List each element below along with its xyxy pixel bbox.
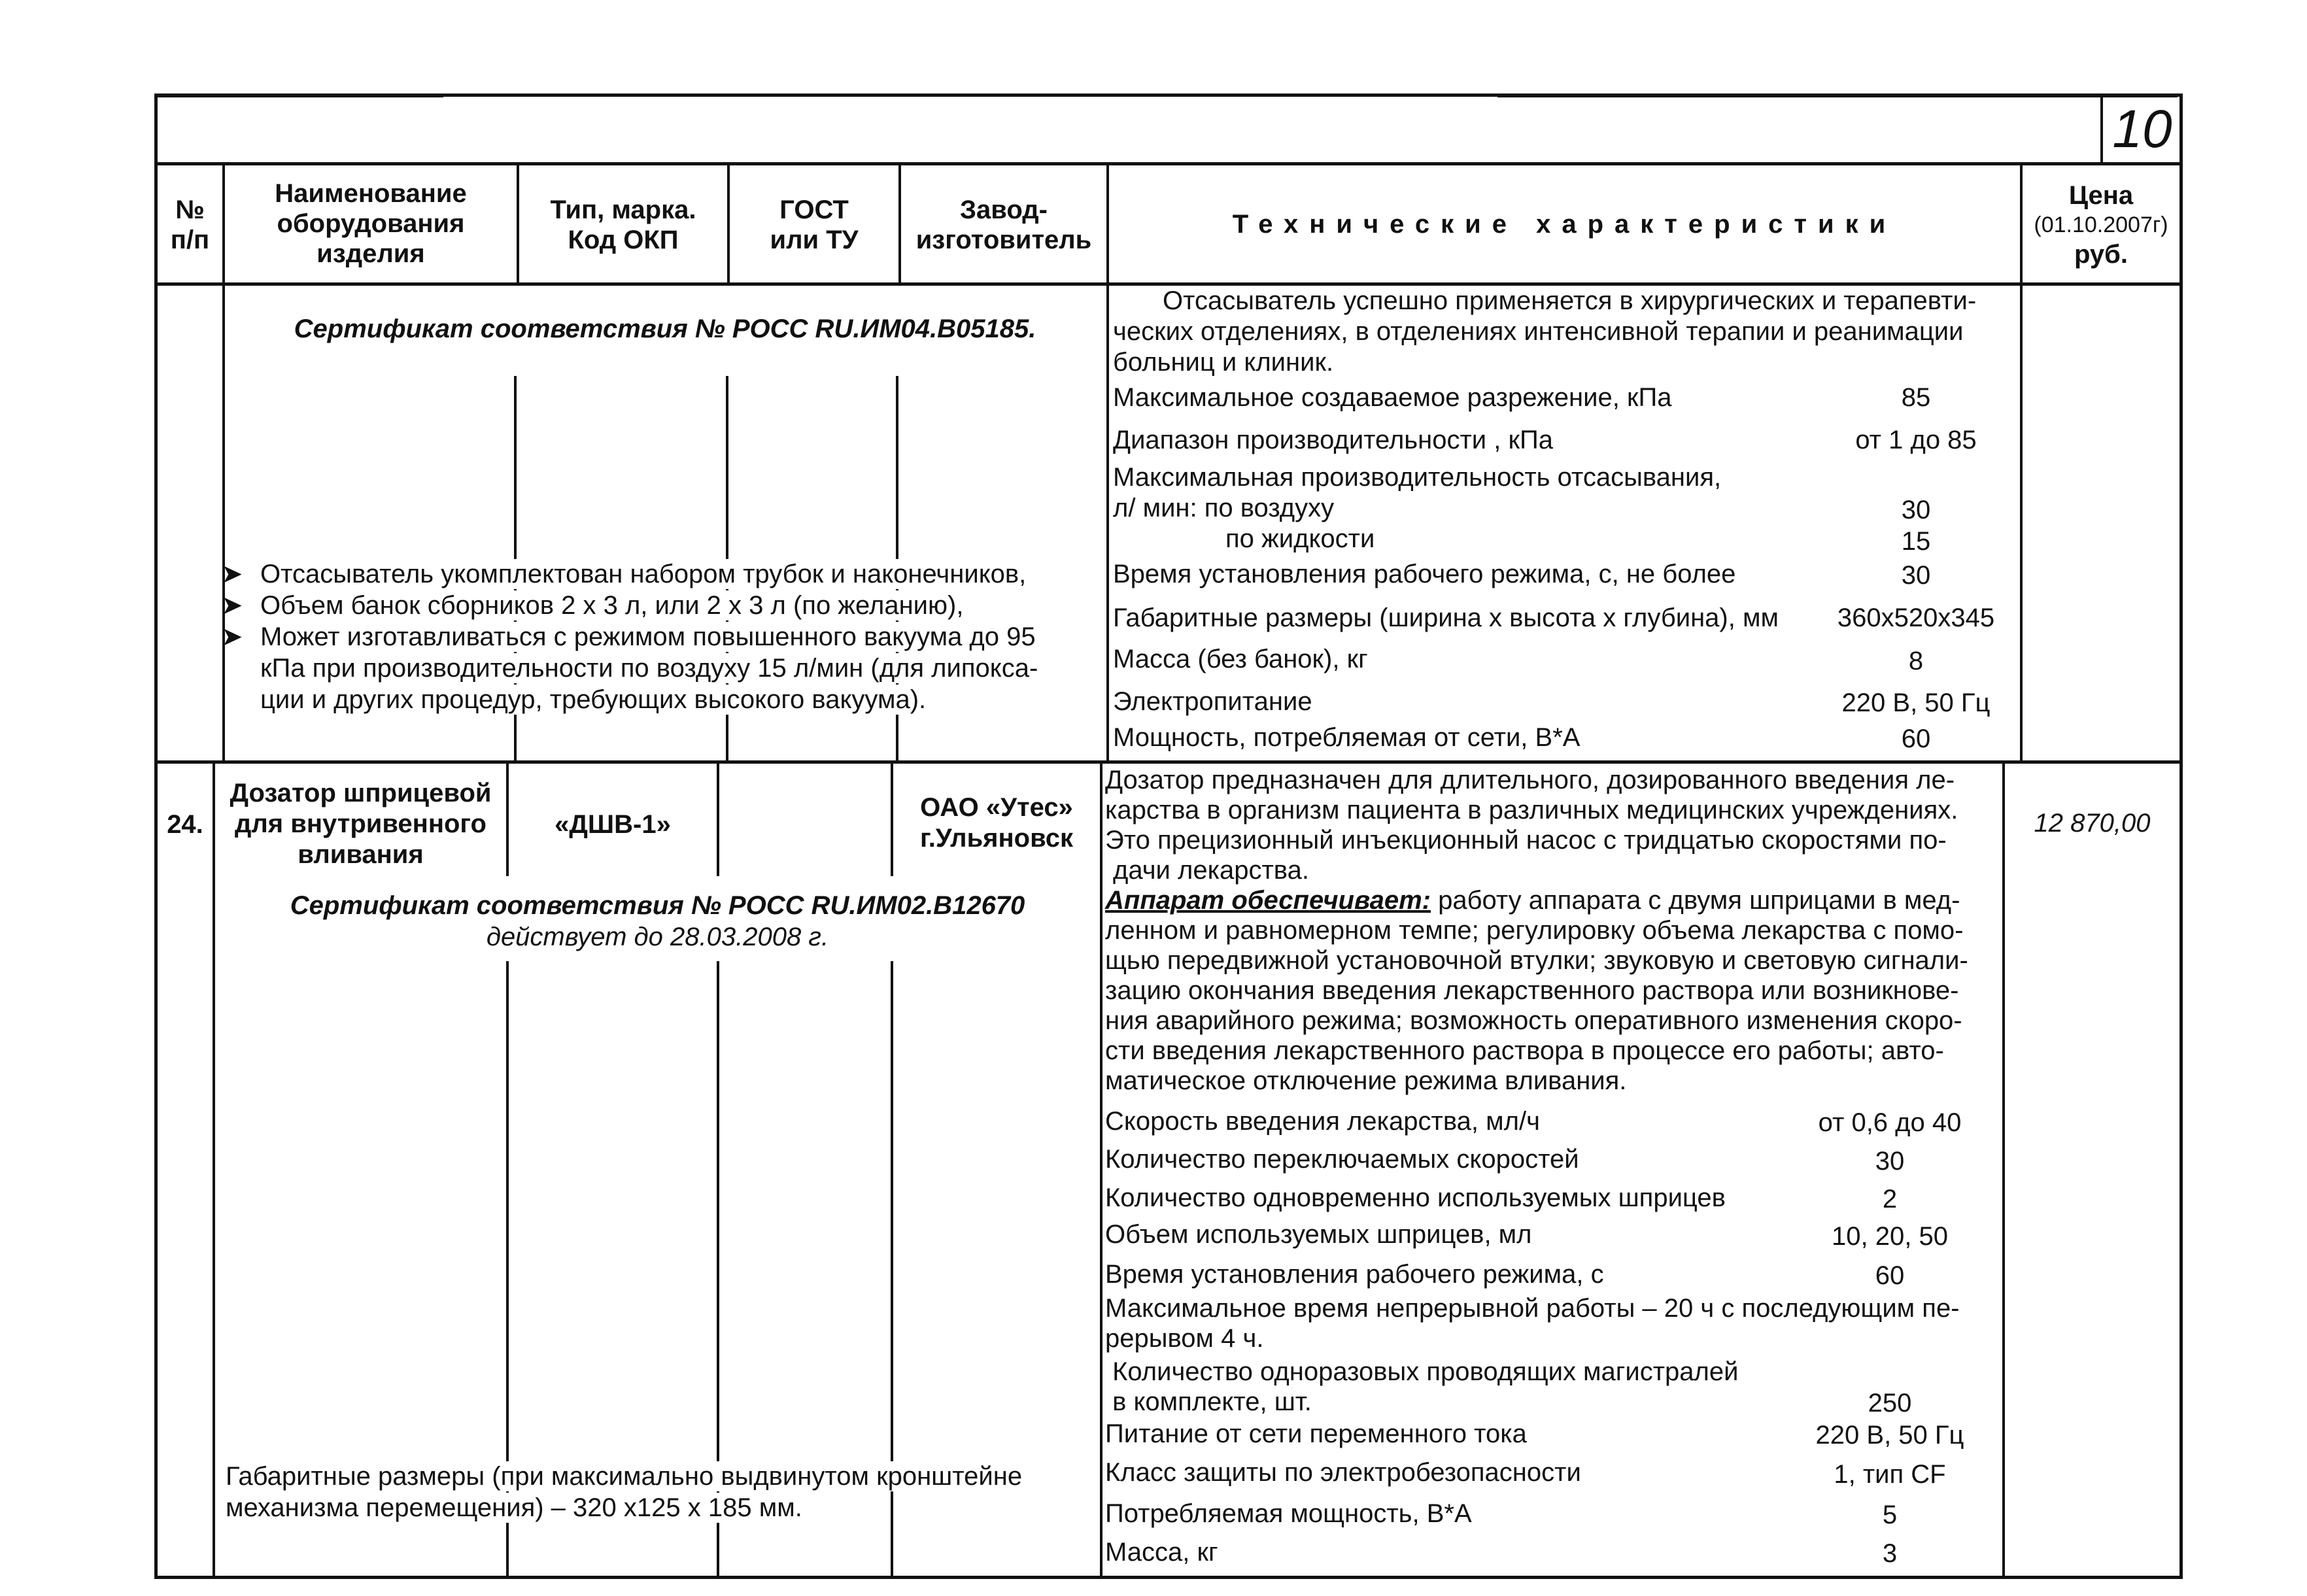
row2-provides-3: зацию окончания введения лекарственного раствора или возникнове-: [1105, 976, 1959, 1005]
row1-spec-label-5: Время установления рабочего режима, с, не более: [1113, 560, 1736, 588]
row2-provides-first: работу аппарата с двумя шприцами в мед-: [1431, 886, 1960, 915]
row2-spec2-value-5: 3: [1882, 1539, 1898, 1568]
row2-spec2-label-4: Потребляемая мощность, В*А: [1105, 1499, 1472, 1528]
row1-spec-label-8: Электропитание: [1113, 687, 1312, 716]
frame-bottom: [154, 1576, 2183, 1579]
header-top-line: [156, 162, 2183, 165]
row2-provides-2: щью передвижной установочной втулки; звуковую и световую сигнали-: [1105, 946, 1968, 975]
row2-spec-value-4: 60: [1875, 1261, 1905, 1290]
row1-bullet-1: Отсасыватель укомплектован набором трубок и наконечников,: [260, 559, 1030, 589]
row2-spec-label-0: Скорость введения лекарства, мл/ч: [1105, 1107, 1540, 1136]
row2-spec-value-1: 30: [1875, 1147, 1905, 1176]
row2-certificate-1: Сертификат соответствия № РОСС RU.ИМ02.В12670: [290, 891, 1025, 920]
row2-spec2-value-1: 250: [1868, 1389, 1912, 1418]
header-price: Цена (01.10.2007г) руб.: [2034, 181, 2168, 269]
row2-name: Дозатор шприцевой для внутривенного вливания: [230, 779, 492, 869]
row1-spec-label-6: Габаритные размеры (ширина х высота х глубина), мм: [1113, 603, 1779, 632]
row2-dimensions-1: Габаритные размеры (при максимально выдвинутом кронштейне: [226, 1461, 1026, 1491]
bullet-arrow-1: ➤: [221, 560, 243, 588]
row1-spec-value-0: 85: [1901, 383, 1931, 412]
row1-spec-value-9: 60: [1901, 724, 1931, 753]
row2-num: 24.: [167, 810, 203, 839]
row1-spec-label-9: Мощность, потребляемая от сети, В*А: [1113, 723, 1581, 752]
row2-type: «ДШВ-1»: [555, 810, 671, 839]
row1-intro: Отсасыватель успешно применяется в хирургических и терапевти- ческих отделениях, в отделениях интенсивной терапии и реанимации больниц и клиник.: [1113, 286, 1977, 377]
row1-spec-value-7: 8: [1908, 647, 1924, 675]
header-maker: Завод- изготовитель: [915, 195, 1092, 254]
row2-certificate-2: действует до 28.03.2008 г.: [486, 923, 829, 951]
row2-intro-2: Это прецизионный инъекционный насос с тридцатью скоростями по-: [1105, 826, 1947, 855]
row2-sep-num: [213, 764, 215, 1578]
row2-spec-value-0: от 0,6 до 40: [1818, 1108, 1962, 1137]
page-number: 10: [2112, 99, 2172, 159]
row1-spec-value-8: 220 В, 50 Гц: [1841, 688, 1991, 717]
row2-max-time-2: рерывом 4 ч.: [1105, 1324, 1264, 1353]
row2-provides-label: Аппарат обеспечивает:: [1105, 886, 1431, 915]
row2-spec2-label-5: Масса, кг: [1105, 1538, 1218, 1567]
row1-spec-label-0: Максимальное создаваемое разрежение, кПа: [1113, 383, 1672, 412]
row2-provides-1: ленном и равномерном темпе; регулировку объема лекарства с помо-: [1105, 916, 1964, 945]
row2-intro-1: карства в организм пациента в различных медицинских учреждениях.: [1105, 796, 1958, 824]
row2-spec2-value-2: 220 В, 50 Гц: [1815, 1421, 1964, 1450]
frame-right: [2179, 93, 2183, 1579]
row1-spec-value-6: 360х520х345: [1837, 603, 1995, 632]
row2-spec-label-2: Количество одновременно используемых шприцев: [1105, 1183, 1726, 1212]
row2-max-time-1: Максимальное время непрерывной работы – 20 ч с последующим пе-: [1105, 1294, 1960, 1323]
row1-sep-num: [222, 286, 225, 762]
page-number-box-left: [2100, 93, 2103, 164]
row2-spec-label-1: Количество переключаемых скоростей: [1105, 1145, 1579, 1174]
row1-sep-specs: [1106, 286, 1109, 762]
frame-top: [156, 93, 2183, 97]
row2-spec2-value-3: 1, тип CF: [1834, 1460, 1946, 1489]
row1-spec-label-1: Диапазон производительности , кПа: [1113, 426, 1553, 454]
row1-bullet-3-cont-2: ции и других процедур, требующих высокого вакуума).: [260, 685, 930, 715]
header-name: Наименование оборудования изделия: [275, 179, 467, 268]
row1-spec-value-5: 30: [1901, 561, 1931, 590]
row1-bullet-3: Может изготавливаться с режимом повышенного вакуума до 95: [260, 622, 1040, 652]
row2-partial-2a: [717, 764, 719, 876]
header-gost: ГОСТ или ТУ: [770, 195, 859, 254]
row2-maker: ОАО «Утес» г.Ульяновск: [920, 793, 1073, 853]
header-type: Тип, марка. Код ОКП: [550, 195, 696, 254]
row2-sep-specs: [1100, 764, 1102, 1578]
row2-provides-5: сти введения лекарственного раствора в процессе его работы; авто-: [1105, 1036, 1944, 1065]
row1-bullet-3-cont-1: кПа при производительности по воздуху 15 л/мин (для липокса-: [260, 653, 1042, 683]
row1-spec-label-4: по жидкости: [1225, 524, 1375, 553]
row1-bullet-2: Объем банок сборников 2 х 3 л, или 2 х 3 л (по желанию),: [260, 590, 967, 620]
row2-sep-price: [2002, 764, 2005, 1578]
row2-spec-label-3: Объем используемых шприцев, мл: [1105, 1220, 1532, 1249]
row2-provides-line: [1105, 885, 1960, 915]
bullet-arrow-2: ➤: [221, 591, 243, 620]
row2-intro-0: Дозатор предназначен для длительного, дозированного введения ле-: [1105, 766, 1955, 794]
bullet-arrow-3: ➤: [221, 622, 243, 651]
row1-spec-label-7: Масса (без банок), кг: [1113, 645, 1368, 673]
row1-spec-value-1: от 1 до 85: [1855, 426, 1977, 454]
row-separator: [156, 760, 2183, 764]
row2-spec-value-3: 10, 20, 50: [1832, 1222, 1948, 1251]
header-specs: Технические характеристики: [1232, 210, 1897, 239]
row2-dimensions-2: механизма перемещения) – 320 х125 х 185 мм.: [226, 1493, 806, 1523]
row1-spec-value-4: 15: [1901, 527, 1931, 556]
row1-sep-price: [2020, 286, 2023, 762]
row2-spec2-label-3: Класс защиты по электробезопасности: [1105, 1458, 1581, 1487]
row2-intro-3: дачи лекарства.: [1113, 856, 1309, 885]
row2-spec-label-4: Время установления рабочего режима, с: [1105, 1260, 1604, 1289]
header-num: № п/п: [170, 195, 210, 254]
row1-spec-value-3: 30: [1901, 496, 1931, 524]
row1-certificate: Сертификат соответствия № РОСС RU.ИМ04.В05185.: [294, 314, 1036, 343]
row2-spec2-label-0: Количество одноразовых проводящих магистралей: [1105, 1357, 1739, 1386]
row2-spec2-value-4: 5: [1882, 1501, 1898, 1529]
row2-provides-6: матическое отключение режима вливания.: [1105, 1066, 1627, 1095]
row2-price: 12 870,00: [2034, 809, 2151, 838]
row2-provides-4: ния аварийного режима; возможность оперативного изменения скоро-: [1105, 1006, 1962, 1035]
row1-spec-label-3: л/ мин: по воздуху: [1113, 494, 1335, 522]
row2-spec2-label-1: в комплекте, шт.: [1105, 1387, 1312, 1416]
row2-spec-value-2: 2: [1882, 1185, 1898, 1214]
row1-spec-label-2: Максимальная производительность отсасывания,: [1113, 463, 1722, 492]
row2-spec2-label-2: Питание от сети переменного тока: [1105, 1419, 1527, 1448]
